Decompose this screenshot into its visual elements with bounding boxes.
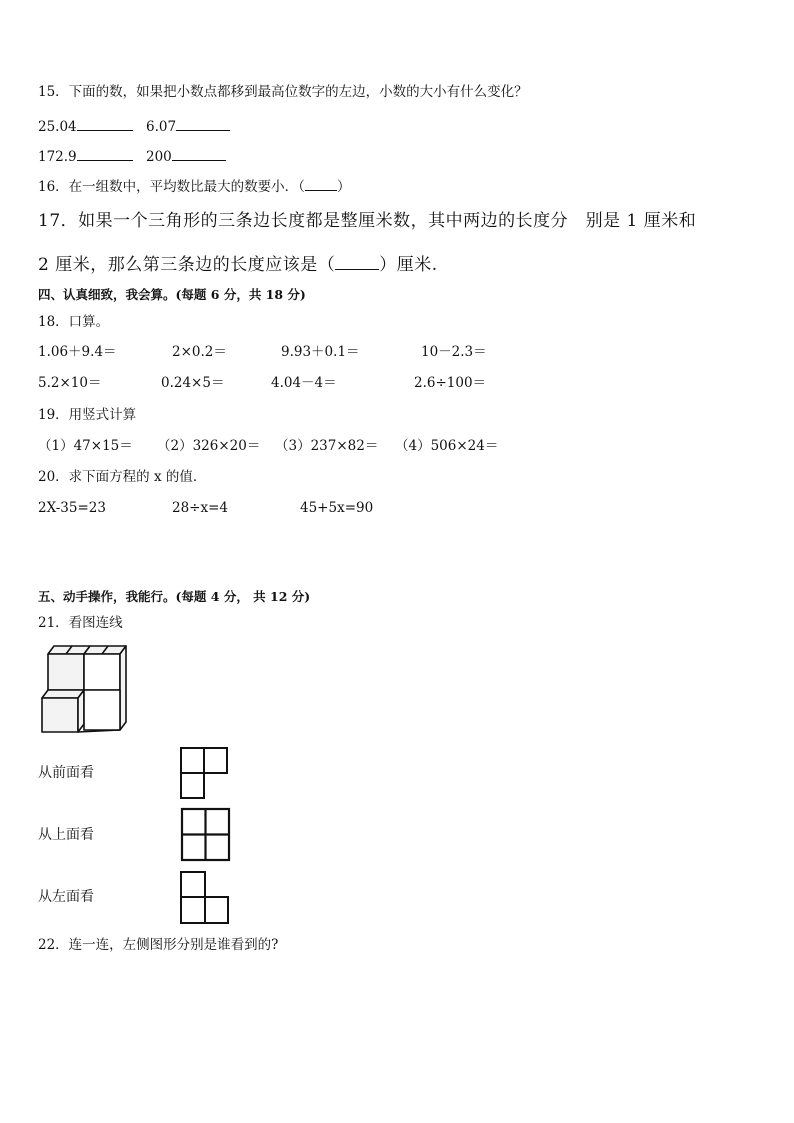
q15-text: 15．下面的数，如果把小数点都移到最高位数字的左边，小数的大小有什么变化？ — [38, 84, 528, 100]
view-label-left: 从左面看 — [38, 889, 94, 905]
q17-line-2 — [38, 252, 438, 277]
view-shape-inverted-l[interactable] — [179, 870, 230, 925]
section-4-title: 四、认真细致，我会算。(每题 6 分，共 18 分) — [38, 287, 306, 302]
view-shape-square[interactable] — [180, 807, 231, 862]
q15-number: 200 — [146, 149, 172, 165]
q18-expr: 9.93＋0.1＝ — [281, 344, 360, 360]
q15-number: 25.04 — [38, 119, 77, 135]
q19-title: 19．用竖式计算 — [38, 407, 137, 423]
view-shape-l[interactable] — [179, 746, 229, 800]
q15-item-3 — [38, 146, 133, 166]
q19-expr: （1）47×15＝ — [38, 438, 133, 454]
q18-expr: 5.2×10＝ — [38, 375, 102, 391]
view-label-front: 从前面看 — [38, 765, 94, 781]
q15-item-2 — [146, 116, 230, 136]
q19-expr: （3）237×82＝ — [275, 438, 379, 454]
q15-item-1 — [38, 116, 133, 136]
answer-blank[interactable] — [77, 146, 133, 161]
answer-blank[interactable] — [176, 116, 230, 131]
q18-expr: 1.06＋9.4＝ — [38, 344, 117, 360]
q18-expr: 10－2.3＝ — [421, 344, 487, 360]
q18-title: 18．口算。 — [38, 314, 110, 330]
q16-prompt: 16．在一组数中，平均数比最大的数要小．（ — [38, 179, 305, 195]
q21-title: 21．看图连线 — [38, 615, 123, 631]
q18-expr: 4.04－4＝ — [271, 375, 337, 391]
q15-item-4 — [146, 146, 226, 166]
q18-expr: 0.24×5＝ — [161, 375, 225, 391]
cube-stack-figure — [38, 640, 134, 738]
q17-line-1: 17．如果一个三角形的三条边长度都是整厘米数，其中两边的长度分 别是 1 厘米和 — [38, 211, 697, 231]
q19-expr: （4）506×24＝ — [395, 438, 499, 454]
view-label-top: 从上面看 — [38, 827, 94, 843]
answer-blank[interactable] — [335, 252, 379, 270]
q19-expr: （2）326×20＝ — [157, 438, 261, 454]
q15-number: 6.07 — [146, 119, 177, 135]
q18-expr: 2×0.2＝ — [172, 344, 227, 360]
q16-close: ） — [336, 179, 351, 195]
q17-prompt: 2 厘米，那么第三条边的长度应该是（ — [38, 255, 336, 275]
q20-title: 20．求下面方程的 x 的值． — [38, 469, 207, 485]
q20-equation: 2X-35=23 — [38, 500, 106, 516]
answer-blank[interactable] — [77, 116, 133, 131]
q17-suffix: ）厘米. — [379, 255, 438, 275]
q16-text — [38, 176, 350, 196]
q22-title: 22．连一连，左侧图形分别是谁看到的? — [38, 937, 279, 953]
section-5-title: 五、动手操作，我能行。(每题 4 分， 共 12 分) — [38, 589, 311, 604]
answer-blank[interactable] — [305, 176, 337, 191]
q15-number: 172.9 — [38, 149, 77, 165]
q20-equation: 28÷x=4 — [172, 500, 229, 516]
q20-equation: 45+5x=90 — [300, 500, 374, 516]
answer-blank[interactable] — [172, 146, 226, 161]
q18-expr: 2.6÷100＝ — [414, 375, 487, 391]
